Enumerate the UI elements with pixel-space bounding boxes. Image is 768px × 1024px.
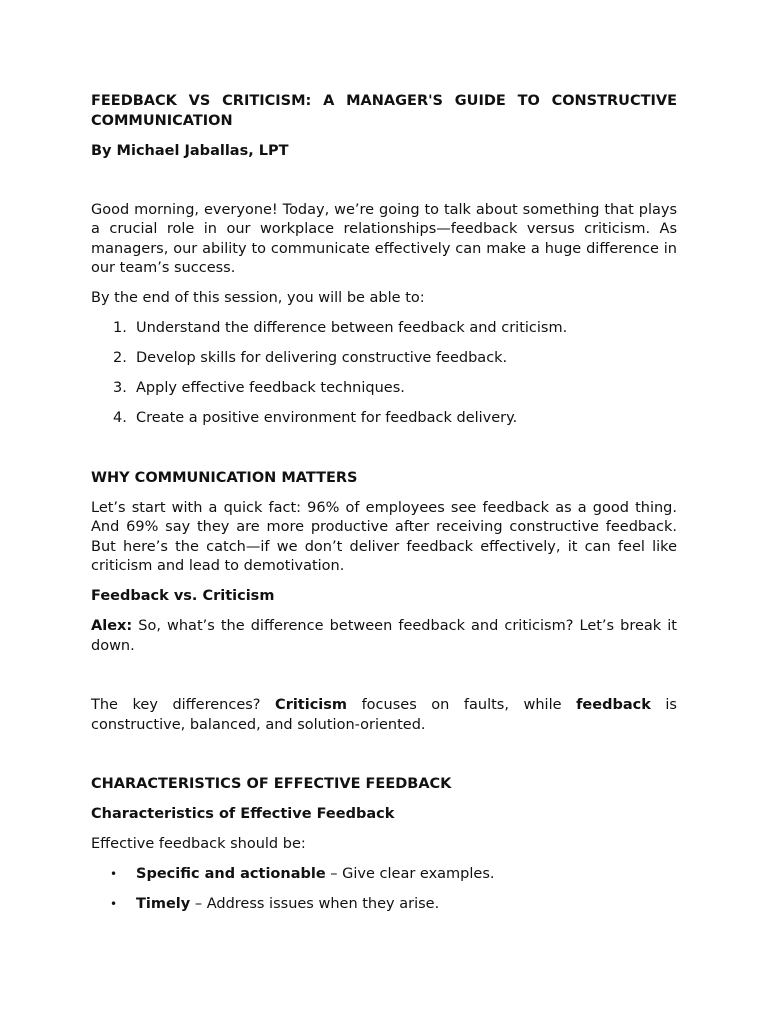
objectives-lead: By the end of this session, you will be able to: xyxy=(91,290,425,306)
objective-number: 4. xyxy=(113,410,127,426)
objective-text: Apply effective feedback techniques. xyxy=(136,380,405,396)
key-term-feedback: feedback xyxy=(576,697,651,713)
intro-paragraph: Good morning, everyone! Today, we’re going to talk about something that plays a crucial role in our workplace relationships—feedback versus criticism. As managers, our ability to communicate effectively can make a huge difference in our team’s success. xyxy=(91,201,677,276)
document-title: FEEDBACK VS CRITICISM: A MANAGER'S GUIDE TO CONSTRUCTIVE COMMUNICATION xyxy=(91,93,677,129)
characteristic-term: Timely xyxy=(136,896,191,912)
list-item xyxy=(91,865,677,885)
objective-item xyxy=(91,409,677,429)
author-byline: By Michael Jaballas, LPT xyxy=(91,143,289,159)
characteristic-text: – Address issues when they arise. xyxy=(190,896,440,912)
list-item xyxy=(91,895,677,915)
objectives-list xyxy=(91,319,677,429)
objective-text: Understand the difference between feedback and criticism. xyxy=(136,320,568,336)
section-heading-communication: WHY COMMUNICATION MATTERS xyxy=(91,469,358,486)
subheading-feedback-vs-criticism: Feedback vs. Criticism xyxy=(91,588,275,604)
speaker-name: Alex: xyxy=(91,618,133,634)
objective-text: Create a positive environment for feedback delivery. xyxy=(136,410,518,426)
document-content xyxy=(91,92,677,915)
characteristics-lead: Effective feedback should be: xyxy=(91,836,306,852)
characteristic-text: – Give clear examples. xyxy=(325,866,495,882)
objective-item xyxy=(91,319,677,339)
bullet-icon: • xyxy=(110,897,118,911)
communication-paragraph: Let’s start with a quick fact: 96% of employees see feedback as a good thing. And 69% say they are more productive after receiving constructive feedback. But here’s the catch—if we don’t deliver feedback effectively, it can feel like criticism and lead to demotivation. xyxy=(91,499,677,574)
characteristics-list xyxy=(91,865,677,915)
objective-item xyxy=(91,379,677,399)
objective-number: 3. xyxy=(113,380,127,396)
key-text: focuses on faults, while xyxy=(347,697,577,713)
objective-item xyxy=(91,349,677,369)
key-term-criticism: Criticism xyxy=(275,697,348,713)
key-text: is constructive, balanced, and solution-oriented. xyxy=(91,697,677,733)
dialogue-paragraph xyxy=(91,617,677,656)
objective-number: 1. xyxy=(113,320,127,336)
characteristic-term: Specific and actionable xyxy=(136,866,326,882)
key-differences-paragraph xyxy=(91,696,677,735)
objective-number: 2. xyxy=(113,350,127,366)
subheading-characteristics: Characteristics of Effective Feedback xyxy=(91,806,395,822)
key-text: The key differences? xyxy=(91,697,276,713)
bullet-icon: • xyxy=(110,867,118,881)
objective-text: Develop skills for delivering constructive feedback. xyxy=(136,350,508,366)
section-heading-characteristics: CHARACTERISTICS OF EFFECTIVE FEEDBACK xyxy=(91,776,452,792)
speaker-text: So, what’s the difference between feedback and criticism? Let’s break it down. xyxy=(91,618,677,654)
